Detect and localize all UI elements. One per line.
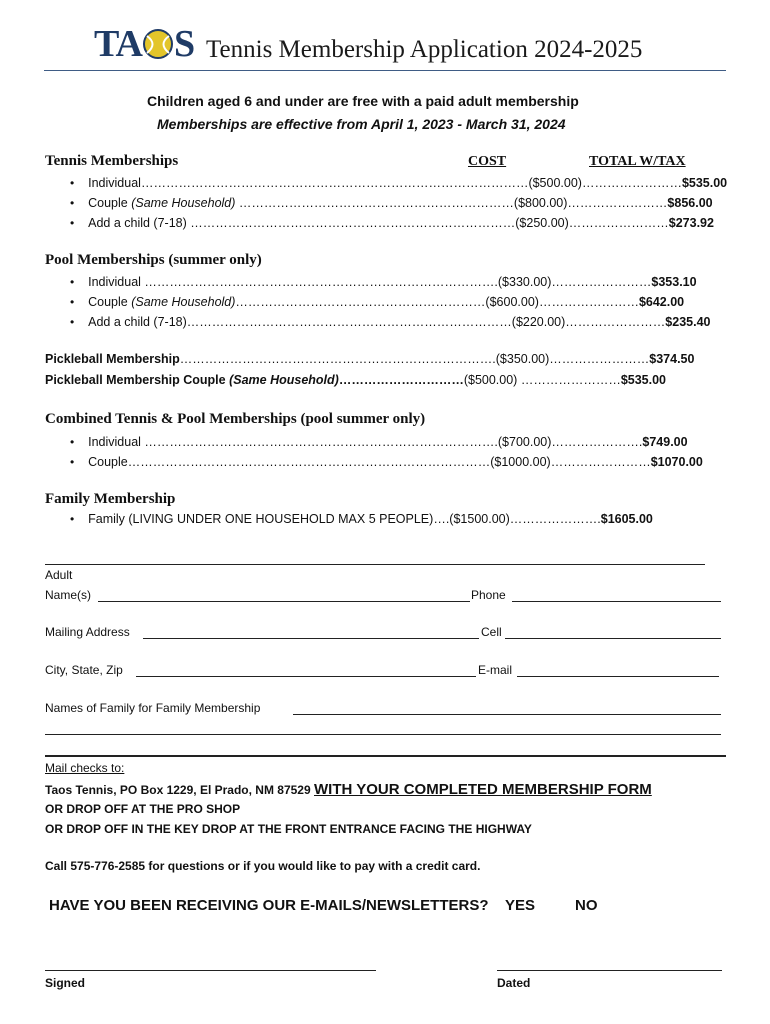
cost-header: COST [468,154,507,169]
item-cost: ($600.00) [485,295,539,309]
item-total: $273.92 [668,216,714,230]
pickleball-couple-total: $535.00 [620,373,667,387]
drop-off-pro-shop: OR DROP OFF AT THE PRO SHOP [45,802,241,816]
item-total: $642.00 [638,295,685,309]
tennis-item-child: • Add a child (7-18) ……………………………………………………………………($250.00)……………………$273.92 [70,216,714,230]
bullet-icon: • [70,455,75,469]
item-label: Add a child (7-18) [88,216,187,230]
item-total: $535.00 [681,176,728,190]
item-total: $1070.00 [650,455,703,469]
bullet-icon: • [70,275,75,289]
mail-heading: Mail checks to: [45,761,125,775]
mailing-field[interactable] [143,638,479,639]
phone-label: Phone [471,588,506,602]
family-heading: Family Membership [45,491,176,507]
intro-line-1: Children aged 6 and under are free with a paid adult membership [147,93,579,109]
bullet-icon: • [70,435,75,449]
tennis-heading: Tennis Memberships [45,153,179,169]
email-field[interactable] [517,676,719,677]
family-names-field[interactable] [293,714,721,715]
pickleball-couple: Pickleball Membership Couple (Same Household)…………………………($500.00) ……………………$535.00 [45,373,667,387]
intro-line-2: Memberships are effective from April 1, 2023 - March 31, 2024 [157,116,566,132]
item-label-italic: (Same Household) [131,295,236,309]
newsletter-no[interactable]: NO [575,897,598,914]
item-label: Couple [88,455,128,469]
pickleball-couple-italic: (Same Household) [229,373,339,387]
pool-item-child: • Add a child (7-18)……………………………………………………………………($220.00)……………………$235.40 [70,315,711,329]
logo-text-right: S [173,23,195,65]
mail-address-line [45,781,652,799]
pickleball-single: Pickleball Membership………………………………………………………………….($350.00)……………………$374.50 [45,352,695,366]
separator-line [45,564,705,565]
mail-with-form: WITH YOUR COMPLETED MEMBERSHIP FORM [314,781,652,798]
call-info: Call 575-776-2585 for questions or if you would like to pay with a credit card. [45,859,481,873]
item-label: Individual [88,435,141,449]
cell-label: Cell [481,625,502,639]
bullet-icon: • [70,216,75,230]
tennis-ball-icon [142,26,174,70]
item-total: $1605.00 [600,512,653,526]
pool-item-couple: • Couple (Same Household)……………………………………………………($600.00)……………………$642.00 [70,295,685,309]
family-names-field-2[interactable] [45,734,721,735]
drop-off-key-drop: OR DROP OFF IN THE KEY DROP AT THE FRONT ENTRANCE FACING THE HIGHWAY [45,822,532,836]
pool-heading: Pool Memberships (summer only) [45,252,262,268]
cell-field[interactable] [505,638,721,639]
logo-text-left: TA [94,23,142,65]
phone-field[interactable] [512,601,721,602]
page-title: Tennis Membership Application 2024-2025 [206,36,643,63]
dated-label: Dated [497,976,531,990]
combined-item-couple: • Couple……………………………………………………………………………($1000.00)……………………$1070.00 [70,455,703,469]
mail-address: Taos Tennis, PO Box 1229, El Prado, NM 87529 [45,783,314,797]
names-label: Name(s) [45,588,92,602]
item-cost: ($500.00) [528,176,582,190]
item-total: $353.10 [651,275,697,289]
tennis-item-individual: • Individual…………………………………………………………………………………($500.00)……………………$535.00 [70,176,728,190]
bullet-icon: • [70,512,75,526]
item-cost: ($1500.00) [449,512,510,526]
email-label: E-mail [478,663,513,677]
city-field[interactable] [136,676,476,677]
pickleball-label: Pickleball Membership [45,352,180,366]
item-label: Family (LIVING UNDER ONE HOUSEHOLD MAX 5 PEOPLE) [88,512,434,526]
bullet-icon: • [70,295,75,309]
item-label: Couple [88,196,132,210]
bullet-icon: • [70,315,75,329]
header-divider [44,70,726,71]
mailing-label: Mailing Address [45,625,130,639]
item-label: Individual [88,275,141,289]
family-names-label: Names of Family for Family Membership [45,701,261,715]
adult-label: Adult [45,568,73,582]
bullet-icon: • [70,176,75,190]
item-cost: ($1000.00) [490,455,551,469]
family-item: • Family (LIVING UNDER ONE HOUSEHOLD MAX 5 PEOPLE)….($1500.00)………………….$1605.00 [70,512,653,526]
logo [94,22,194,70]
signed-label: Signed [45,976,86,990]
bullet-icon: • [70,196,75,210]
item-label: Add a child (7-18) [88,315,187,329]
pickleball-cost: ($350.00) [495,352,550,366]
combined-item-individual: • Individual ………………………………………………………………………….($700.00)………………….$749.00 [70,435,688,449]
date-field[interactable] [497,970,722,971]
item-total: $856.00 [667,196,713,210]
item-cost: ($800.00) [513,196,568,210]
combined-heading: Combined Tennis & Pool Memberships (pool summer only) [45,411,426,427]
city-label: City, State, Zip [45,663,123,677]
newsletter-question: HAVE YOU BEEN RECEIVING OUR E-MAILS/NEWSLETTERS? [49,897,489,914]
item-cost: ($220.00) [511,315,566,329]
item-label-italic: (Same Household) [131,196,236,210]
pickleball-couple-cost: ($500.00) [463,373,518,387]
tennis-item-couple: • Couple (Same Household) …………………………………………………………($800.00)……………………$856.00 [70,196,713,210]
item-label: Individual [88,176,141,190]
item-cost: ($250.00) [515,216,569,230]
item-cost: ($330.00) [497,275,552,289]
total-header: TOTAL W/TAX [589,154,686,169]
pickleball-total: $374.50 [649,352,695,366]
item-total: $235.40 [665,315,711,329]
item-total: $749.00 [642,435,688,449]
pool-item-individual: • Individual ………………………………………………………………………….($330.00)……………………$353.10 [70,275,697,289]
newsletter-yes[interactable]: YES [505,897,536,914]
pickleball-couple-label: Pickleball Membership Couple [45,373,230,387]
section-divider [45,755,726,757]
signature-field[interactable] [45,970,376,971]
item-label: Couple [88,295,132,309]
item-cost: ($700.00) [497,435,552,449]
names-field[interactable] [98,601,470,602]
